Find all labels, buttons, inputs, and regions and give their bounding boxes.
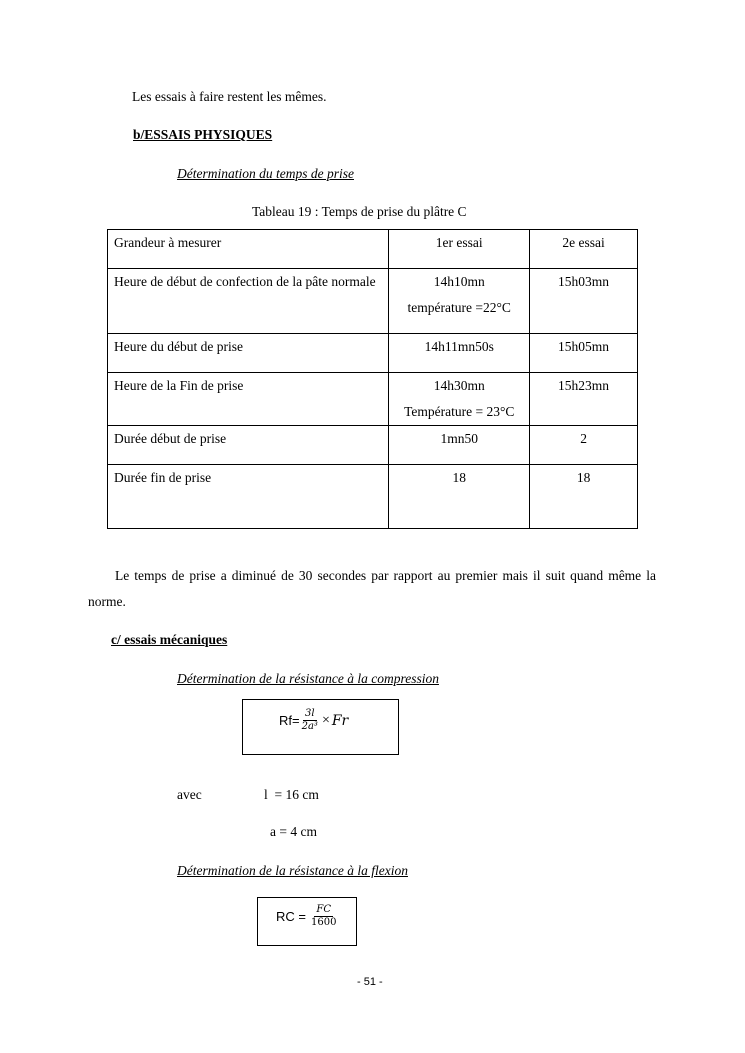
- flexion-formula-box: [257, 897, 357, 946]
- table-cell-essai2: 15h23mn: [530, 373, 638, 426]
- intro-text: Les essais à faire restent les mêmes.: [132, 89, 327, 104]
- formula-fraction: [309, 904, 338, 929]
- cell-note: température =22°C: [407, 300, 511, 315]
- cell-value: 14h30mn: [433, 378, 485, 393]
- formula-rhs: Fr: [331, 712, 349, 729]
- formula-times: ×: [321, 712, 330, 728]
- table-cell-essai2: 18: [530, 465, 638, 529]
- formula-lhs: RC =: [276, 909, 306, 924]
- page-number: - 51 -: [357, 976, 383, 988]
- table-cell-essai2: 15h05mn: [530, 334, 638, 373]
- table-caption: Tableau 19 : Temps de prise du plâtre C: [252, 204, 467, 219]
- table-cell-essai1: [389, 373, 530, 426]
- table-cell-label: Heure de la Fin de prise: [108, 373, 389, 426]
- table-cell-essai1: 18: [389, 465, 530, 529]
- table-cell-label: Durée fin de prise: [108, 465, 389, 529]
- avec-label: avec: [177, 787, 202, 802]
- flexion-formula: [276, 904, 338, 929]
- table-cell-essai1: 14h11mn50s: [389, 334, 530, 373]
- table-header-cell: 2e essai: [530, 230, 638, 269]
- row-label-text: Heure de début de confection de la pâte normale: [114, 274, 376, 289]
- conclusion-paragraph: Le temps de prise a diminué de 30 secondes par rapport au premier mais il suit quand même la norme.: [88, 568, 656, 609]
- formula-fraction: [300, 708, 320, 733]
- setting-time-table: [107, 229, 638, 529]
- table-cell-essai2: 15h03mn: [530, 269, 638, 334]
- table-row: [108, 426, 638, 465]
- section-heading-physical-tests: b/ESSAIS PHYSIQUES: [133, 127, 273, 142]
- l-value: l = 16 cm: [264, 787, 319, 802]
- cell-value: 14h10mn: [433, 274, 485, 289]
- formula-denominator: 1600: [310, 917, 337, 928]
- table-header-row: [108, 230, 638, 269]
- formula-numerator: FC: [316, 904, 331, 915]
- table-row: [108, 269, 638, 334]
- table-header-cell: 1er essai: [389, 230, 530, 269]
- a-value: a = 4 cm: [270, 824, 317, 839]
- table-cell-label: Durée début de prise: [108, 426, 389, 465]
- formula-lhs: Rf=: [279, 713, 300, 728]
- table-cell-label: Heure du début de prise: [108, 334, 389, 373]
- table-row: [108, 465, 638, 529]
- formula-numerator: 3l: [304, 708, 315, 719]
- table-header-cell: Grandeur à mesurer: [108, 230, 389, 269]
- table-cell-label: [108, 269, 389, 334]
- table-cell-essai1: [389, 269, 530, 334]
- subheading-setting-time: Détermination du temps de prise: [177, 166, 354, 181]
- cell-note: Température = 23°C: [404, 404, 515, 419]
- table-cell-essai1: 1mn50: [389, 426, 530, 465]
- formula-denominator: 2a³: [301, 721, 318, 732]
- subheading-compression: Détermination de la résistance à la compression: [177, 671, 439, 686]
- table-row: [108, 334, 638, 373]
- table-row: [108, 373, 638, 426]
- compression-formula: [279, 708, 348, 733]
- section-heading-mechanical-tests: c/ essais mécaniques: [111, 632, 228, 647]
- compression-formula-box: [242, 699, 399, 755]
- table-cell-essai2: 2: [530, 426, 638, 465]
- subheading-flexion: Détermination de la résistance à la flexion: [177, 863, 408, 878]
